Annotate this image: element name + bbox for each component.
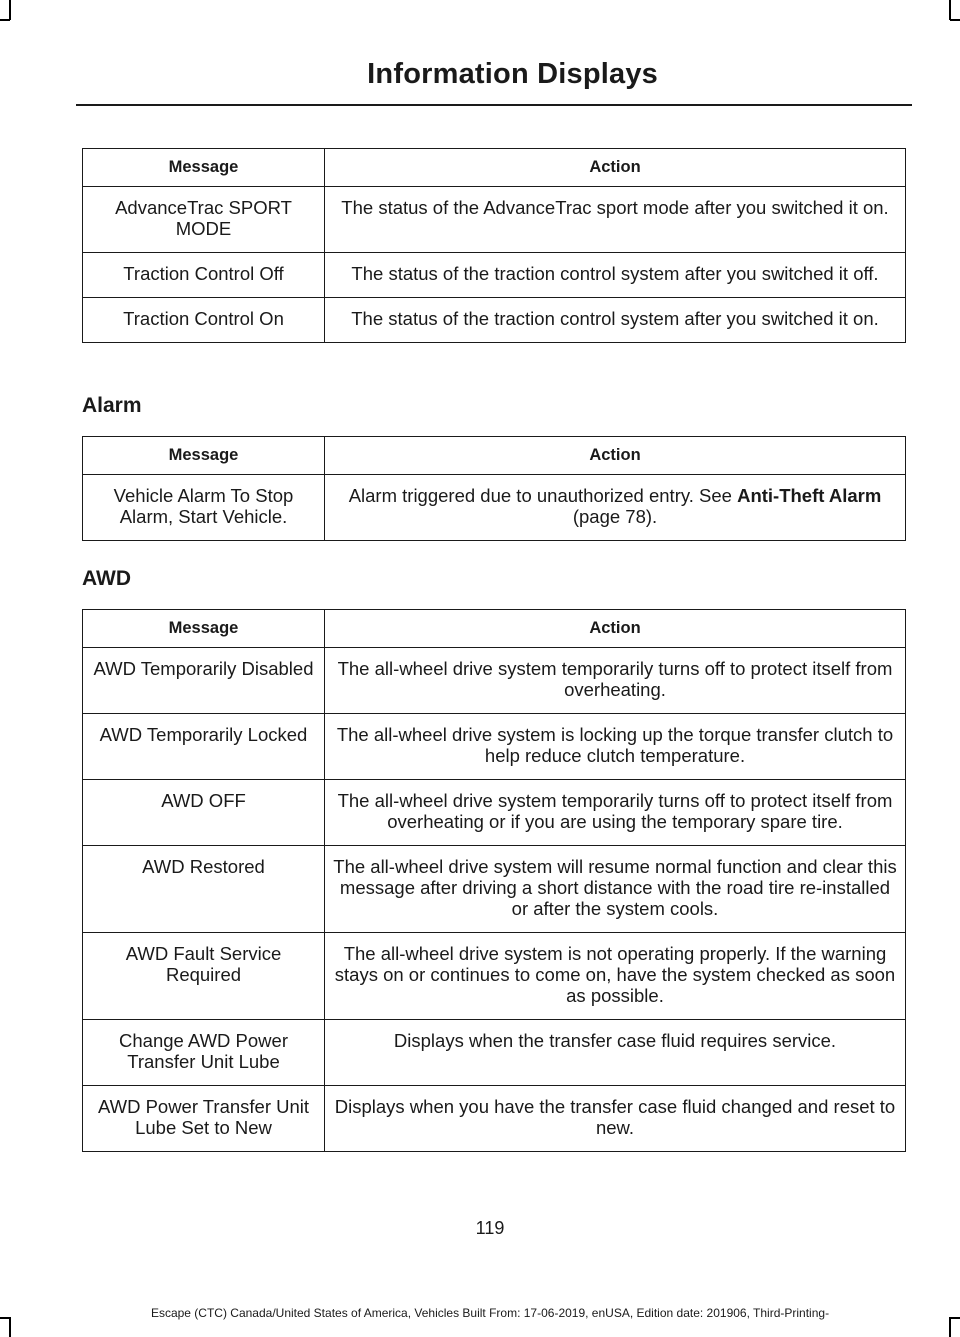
table-row <box>83 933 906 1020</box>
table-row <box>83 714 906 780</box>
message-cell: Traction Control On <box>83 298 325 343</box>
page-reference: (page 78). <box>572 506 658 527</box>
section-heading-awd: AWD <box>82 567 131 590</box>
page-title: Information Displays <box>367 58 658 90</box>
action-cell: Displays when the transfer case fluid requires service. <box>325 1020 906 1086</box>
column-header-action: Action <box>325 437 906 475</box>
message-cell: Vehicle Alarm To Stop Alarm, Start Vehicle. <box>83 475 325 541</box>
action-cell: The all-wheel drive system temporarily turns off to protect itself from overheating or if you are using the temporary spare tire. <box>325 780 906 846</box>
message-cell: AWD Temporarily Locked <box>83 714 325 780</box>
action-cell: The all-wheel drive system will resume normal function and clear this message after driving a short distance with the road tire re-installed or after the system cools. <box>325 846 906 933</box>
action-cell: Displays when you have the transfer case fluid changed and reset to new. <box>325 1086 906 1152</box>
message-cell: AdvanceTrac SPORT MODE <box>83 187 325 253</box>
message-cell: AWD Power Transfer Unit Lube Set to New <box>83 1086 325 1152</box>
table-header-row <box>83 610 906 648</box>
column-header-action: Action <box>325 149 906 187</box>
action-cell <box>325 475 906 541</box>
column-header-action: Action <box>325 610 906 648</box>
table-row <box>83 187 906 253</box>
page-number: 119 <box>475 1218 505 1238</box>
action-cell: The all-wheel drive system is locking up the torque transfer clutch to help reduce clutch temperature. <box>325 714 906 780</box>
message-cell: AWD Restored <box>83 846 325 933</box>
message-cell: Change AWD Power Transfer Unit Lube <box>83 1020 325 1086</box>
crop-mark-top-left-v <box>9 0 11 20</box>
section-heading-alarm: Alarm <box>82 394 142 417</box>
action-cell: The status of the traction control system after you switched it on. <box>325 298 906 343</box>
traction-table <box>82 148 906 343</box>
footer-text: Escape (CTC) Canada/United States of America, Vehicles Built From: 17-06-2019, enUSA, Edition date: 201906, Third-Printing- <box>150 1306 830 1320</box>
crop-mark-top-left-h <box>0 19 10 21</box>
table-row <box>83 780 906 846</box>
table-header-row <box>83 149 906 187</box>
action-cell: The all-wheel drive system temporarily turns off to protect itself from overheating. <box>325 648 906 714</box>
message-cell: Traction Control Off <box>83 253 325 298</box>
message-cell: AWD Fault Service Required <box>83 933 325 1020</box>
crop-mark-bottom-right-v <box>949 1317 951 1337</box>
column-header-message: Message <box>83 149 325 187</box>
header-divider <box>76 104 912 106</box>
alarm-table <box>82 436 906 541</box>
anti-theft-alarm-link[interactable]: Anti-Theft Alarm <box>737 485 882 506</box>
column-header-message: Message <box>83 437 325 475</box>
table-row <box>83 1086 906 1152</box>
table-header-row <box>83 437 906 475</box>
message-cell: AWD OFF <box>83 780 325 846</box>
table-row <box>83 298 906 343</box>
action-cell: The status of the AdvanceTrac sport mode after you switched it on. <box>325 187 906 253</box>
column-header-message: Message <box>83 610 325 648</box>
crop-mark-top-right-v <box>949 0 951 20</box>
action-text: Alarm triggered due to unauthorized entry. See <box>348 485 738 506</box>
crop-mark-bottom-left-v <box>9 1317 11 1337</box>
action-cell: The status of the traction control system after you switched it off. <box>325 253 906 298</box>
table-row <box>83 475 906 541</box>
awd-table <box>82 609 906 1152</box>
table-row <box>83 1020 906 1086</box>
table-row <box>83 846 906 933</box>
message-cell: AWD Temporarily Disabled <box>83 648 325 714</box>
table-row <box>83 253 906 298</box>
table-row <box>83 648 906 714</box>
crop-mark-top-right-h <box>950 19 960 21</box>
action-cell: The all-wheel drive system is not operating properly. If the warning stays on or continues to come on, have the system checked as soon as possible. <box>325 933 906 1020</box>
